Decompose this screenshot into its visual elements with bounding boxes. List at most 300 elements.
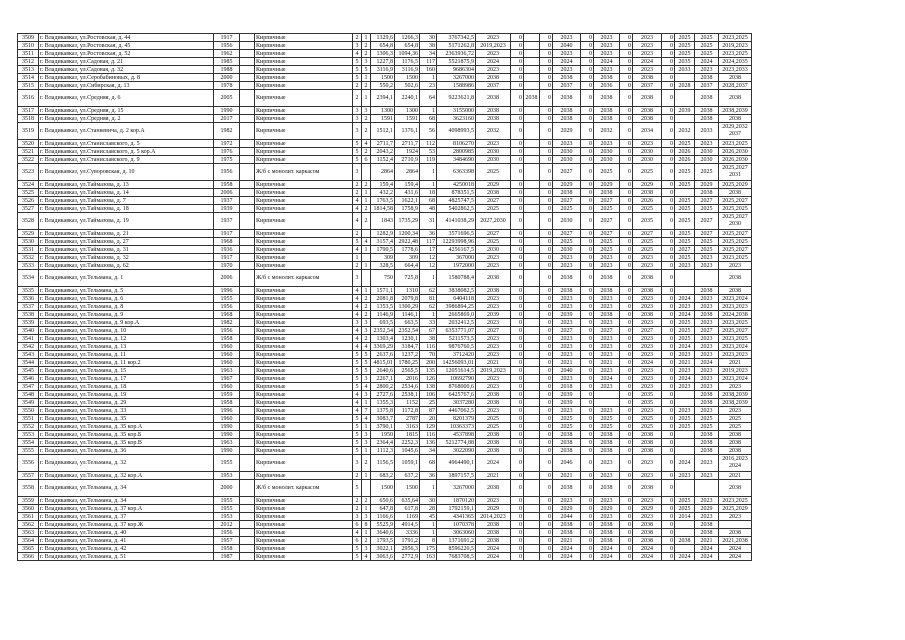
cost-cell: 4537898: [437, 431, 476, 439]
total-area-cell: 2727,6: [371, 391, 395, 399]
living-area-cell: 1376,1: [395, 123, 420, 140]
row-number: 3515: [18, 82, 39, 90]
total-area-cell: 2394,1: [371, 90, 395, 107]
address-cell: г. Владикавказ, ул.Сибирская, д. 13: [39, 82, 214, 90]
zero-cell: 0: [662, 537, 675, 545]
build-year-cell: 1963: [214, 439, 240, 447]
year-cell: 2038: [675, 537, 695, 545]
year-cell: 2025: [553, 205, 581, 213]
row-number: 3535: [18, 287, 39, 295]
table-row: [18, 553, 752, 561]
living-area-cell: 1146,1: [395, 311, 420, 319]
year-cell: 2023: [695, 140, 719, 148]
year-cell: 2027: [633, 327, 662, 335]
living-area-cell: 2352,54: [395, 327, 420, 335]
year-cell: 2023: [675, 472, 695, 480]
year-cell: 2035: [633, 399, 662, 407]
build-year-cell: 1963: [214, 367, 240, 375]
address-cell: г. Владикавказ, ул.Таймазова, д. 62: [39, 262, 214, 270]
blank-cell: [240, 480, 255, 497]
row-number: 3541: [18, 335, 39, 343]
address-cell: г. Владикавказ, ул.Тельмана, д. 32 кор.А: [39, 472, 214, 480]
build-year-cell: 1917: [214, 254, 240, 262]
zero-cell: 0: [662, 82, 675, 90]
year-cell: 2023: [476, 375, 511, 383]
living-area-cell: 1176,5: [395, 58, 420, 66]
floors-cell: 5: [353, 140, 362, 148]
zero-cell: 0: [662, 375, 675, 383]
zero-cell: 0: [662, 351, 675, 359]
years-summary-cell: 2038: [719, 270, 752, 287]
blank-cell: [240, 303, 255, 311]
year-cell: 2025: [695, 246, 719, 254]
year-cell: 2038: [476, 90, 511, 107]
build-year-cell: 1960: [214, 415, 240, 423]
year-cell: 2038: [553, 74, 581, 82]
total-area-cell: 2711,7: [371, 140, 395, 148]
total-area-cell: 3116,9: [371, 66, 395, 74]
year-cell: [524, 189, 540, 197]
residents-cell: 20: [420, 415, 437, 423]
entrances-cell: 1: [362, 74, 371, 82]
address-cell: г. Владикавказ, ул.Тельмана, д. 40: [39, 529, 214, 537]
blank-cell: [240, 123, 255, 140]
year-cell: 2027: [553, 197, 581, 205]
wall-material-cell: Ж/б с монолит. каркасом: [255, 270, 353, 287]
residents-cell: 135: [420, 367, 437, 375]
blank-cell: [240, 287, 255, 295]
floors-cell: 2: [353, 505, 362, 513]
total-area-cell: 2267,1: [371, 375, 395, 383]
zero-cell: 0: [511, 148, 524, 156]
year-cell: 2030: [695, 148, 719, 156]
wall-material-cell: Кирпичные: [255, 181, 353, 189]
residents-cell: 30: [420, 497, 437, 505]
entrances-cell: 3: [362, 58, 371, 66]
cost-cell: 2363936,72: [437, 50, 476, 58]
year-cell: 2023: [553, 351, 581, 359]
zero-cell: 0: [662, 439, 675, 447]
total-area-cell: 1112,3: [371, 447, 395, 455]
zero-cell: 0: [620, 213, 633, 230]
year-cell: 2024: [476, 545, 511, 553]
row-number: 3539: [18, 319, 39, 327]
living-area-cell: 1169: [395, 513, 420, 521]
zero-cell: 0: [662, 431, 675, 439]
cost-cell: 878351,5: [437, 189, 476, 197]
zero-cell: 0: [581, 74, 594, 82]
year-cell: 2023: [553, 343, 581, 351]
zero-cell: 0: [540, 529, 553, 537]
total-area-cell: 1763,5: [371, 197, 395, 205]
row-number: 3562: [18, 521, 39, 529]
address-cell: г. Владикавказ, ул.Таймазова, д. 31: [39, 246, 214, 254]
year-cell: 2037: [476, 82, 511, 90]
year-cell: 2023: [594, 497, 620, 505]
zero-cell: 0: [662, 58, 675, 66]
wall-material-cell: Кирпичные: [255, 447, 353, 455]
zero-cell: 0: [620, 238, 633, 246]
zero-cell: 0: [620, 415, 633, 423]
entrances-cell: 3: [362, 513, 371, 521]
year-cell: 2038: [594, 529, 620, 537]
address-cell: г. Владикавказ, ул.Тельмана, д. 33: [39, 407, 214, 415]
zero-cell: 0: [581, 115, 594, 123]
years-summary-cell: 2023,2025: [719, 34, 752, 42]
floors-cell: 4: [353, 213, 362, 230]
year-cell: 2038: [476, 521, 511, 529]
zero-cell: 0: [511, 521, 524, 529]
year-cell: 2025: [675, 415, 695, 423]
year-cell: 2038: [476, 115, 511, 123]
zero-cell: 0: [540, 197, 553, 205]
zero-cell: 0: [581, 335, 594, 343]
entrances-cell: 3: [362, 431, 371, 439]
year-cell: [524, 319, 540, 327]
build-year-cell: 1953: [214, 513, 240, 521]
cost-cell: 5521875,9: [437, 58, 476, 66]
year-cell: 2023: [553, 295, 581, 303]
living-area-cell: 1791,2: [395, 537, 420, 545]
year-cell: 2024: [675, 343, 695, 351]
zero-cell: 0: [581, 50, 594, 58]
year-cell: 2033: [695, 123, 719, 140]
zero-cell: 0: [581, 148, 594, 156]
zero-cell: 0: [662, 34, 675, 42]
year-cell: 2023: [633, 295, 662, 303]
living-area-cell: 1045,6: [395, 447, 420, 455]
year-cell: 2025: [675, 140, 695, 148]
year-cell: 2023: [594, 343, 620, 351]
living-area-cell: 2079,8: [395, 295, 420, 303]
zero-cell: 0: [662, 335, 675, 343]
year-cell: [524, 123, 540, 140]
zero-cell: 0: [662, 399, 675, 407]
residents-cell: 68: [420, 197, 437, 205]
blank-cell: [240, 189, 255, 197]
zero-cell: 0: [511, 391, 524, 399]
year-cell: [524, 529, 540, 537]
row-number: 3544: [18, 359, 39, 367]
zero-cell: 0: [662, 407, 675, 415]
year-cell: [675, 270, 695, 287]
zero-cell: 0: [511, 34, 524, 42]
year-cell: 2025: [476, 238, 511, 246]
entrances-cell: 2: [362, 213, 371, 230]
cost-cell: 3623160: [437, 115, 476, 123]
wall-material-cell: Кирпичные: [255, 148, 353, 156]
address-cell: г. Владикавказ, ул.Таймазова, д. 7: [39, 197, 214, 205]
wall-material-cell: Кирпичные: [255, 295, 353, 303]
table-row: [18, 189, 752, 197]
years-summary-cell: 2025: [719, 415, 752, 423]
year-cell: 2027: [594, 230, 620, 238]
zero-cell: 0: [620, 82, 633, 90]
year-cell: 2025: [675, 254, 695, 262]
cost-cell: 6404118: [437, 295, 476, 303]
year-cell: 2023: [553, 34, 581, 42]
row-number: 3552: [18, 423, 39, 431]
year-cell: 2025: [675, 423, 695, 431]
zero-cell: 0: [540, 359, 553, 367]
zero-cell: 0: [620, 107, 633, 115]
entrances-cell: 3: [362, 327, 371, 335]
row-number: 3551: [18, 415, 39, 423]
total-area-cell: 1500: [371, 74, 395, 82]
build-year-cell: 1990: [214, 107, 240, 115]
row-number: 3525: [18, 189, 39, 197]
entrances-cell: [362, 254, 371, 262]
year-cell: 2023: [633, 343, 662, 351]
year-cell: 2023: [675, 367, 695, 375]
wall-material-cell: Кирпичные: [255, 34, 353, 42]
year-cell: 2030: [553, 148, 581, 156]
year-cell: 2033: [675, 66, 695, 74]
year-cell: 2037: [553, 82, 581, 90]
years-summary-cell: 2024,2038: [719, 311, 752, 319]
total-area-cell: 3157,4: [371, 238, 395, 246]
year-cell: [524, 399, 540, 407]
address-cell: г. Владикавказ, ул.Тельмана, д. 35 кор.А: [39, 423, 214, 431]
blank-cell: [240, 529, 255, 537]
floors-cell: 4: [353, 327, 362, 335]
year-cell: [524, 359, 540, 367]
floors-cell: 4: [353, 50, 362, 58]
year-cell: [675, 74, 695, 82]
living-area-cell: 1237,2: [395, 351, 420, 359]
year-cell: 2036: [594, 82, 620, 90]
zero-cell: 0: [662, 415, 675, 423]
blank-cell: [240, 140, 255, 148]
floors-cell: 3: [353, 115, 362, 123]
table-row: [18, 295, 752, 303]
year-cell: 2029: [553, 123, 581, 140]
zero-cell: 0: [581, 197, 594, 205]
address-cell: г. Владикавказ, ул.Тельмана, д. 10: [39, 327, 214, 335]
year-cell: 2023: [633, 455, 662, 472]
year-cell: [524, 311, 540, 319]
year-cell: 2038: [476, 74, 511, 82]
wall-material-cell: Кирпичные: [255, 391, 353, 399]
floors-cell: 3: [353, 42, 362, 50]
year-cell: 2023: [633, 303, 662, 311]
row-number: 3537: [18, 303, 39, 311]
years-summary-cell: 2029,2032 2037: [719, 123, 752, 140]
row-number: 3547: [18, 383, 39, 391]
zero-cell: 0: [620, 148, 633, 156]
table-row: [18, 521, 752, 529]
residents-cell: 68: [420, 115, 437, 123]
entrances-cell: 1: [362, 197, 371, 205]
address-cell: г. Владикавказ, ул.Тельмана, д. 9 кор.А: [39, 319, 214, 327]
zero-cell: 0: [620, 287, 633, 295]
years-summary-cell: 2019,2023: [719, 367, 752, 375]
floors-cell: 5: [353, 58, 362, 66]
living-area-cell: 2565,5: [395, 367, 420, 375]
years-summary-cell: 2038: [719, 431, 752, 439]
years-summary-cell: 2025,2027 2030: [719, 213, 752, 230]
year-cell: [524, 287, 540, 295]
row-number: 3512: [18, 58, 39, 66]
zero-cell: 0: [511, 238, 524, 246]
year-cell: 2046: [553, 455, 581, 472]
zero-cell: 0: [581, 303, 594, 311]
entrances-cell: 4: [362, 553, 371, 561]
year-cell: 2030: [594, 148, 620, 156]
table-row: [18, 50, 752, 58]
wall-material-cell: Кирпичные: [255, 140, 353, 148]
year-cell: 2029: [553, 505, 581, 513]
year-cell: [524, 115, 540, 123]
zero-cell: 0: [511, 497, 524, 505]
zero-cell: 0: [540, 66, 553, 74]
zero-cell: 0: [620, 407, 633, 415]
entrances-cell: 2: [362, 42, 371, 50]
year-cell: 2023: [695, 343, 719, 351]
years-summary-cell: 2038,2039: [719, 391, 752, 399]
address-cell: г. Владикавказ, ул.Тельмана, д. 19: [39, 391, 214, 399]
zero-cell: 0: [511, 254, 524, 262]
year-cell: 2025: [675, 197, 695, 205]
cost-cell: 6353771,07: [437, 327, 476, 335]
zero-cell: 0: [662, 505, 675, 513]
year-cell: 2032: [675, 123, 695, 140]
years-summary-cell: 2026,2030: [719, 148, 752, 156]
zero-cell: 0: [540, 262, 553, 270]
zero-cell: 0: [581, 34, 594, 42]
year-cell: [524, 351, 540, 359]
year-cell: 2038: [633, 287, 662, 295]
total-area-cell: 1156,5: [371, 455, 395, 472]
living-area-cell: 1500: [395, 74, 420, 82]
zero-cell: 0: [662, 107, 675, 115]
year-cell: 2032: [594, 123, 620, 140]
year-cell: 2030: [553, 156, 581, 164]
year-cell: 2025: [553, 238, 581, 246]
blank-cell: [240, 319, 255, 327]
row-number: 3533: [18, 262, 39, 270]
zero-cell: 0: [581, 262, 594, 270]
row-number: 3542: [18, 343, 39, 351]
living-area-cell: 1591: [395, 115, 420, 123]
zero-cell: 0: [511, 505, 524, 513]
zero-cell: 0: [662, 480, 675, 497]
year-cell: 2030: [695, 156, 719, 164]
build-year-cell: 2017: [214, 115, 240, 123]
table-row: [18, 439, 752, 447]
total-area-cell: 1227,8: [371, 58, 395, 66]
year-cell: 2023: [633, 262, 662, 270]
total-area-cell: 1329,6: [371, 34, 395, 42]
entrances-cell: 2: [362, 123, 371, 140]
year-cell: 2038: [633, 189, 662, 197]
blank-cell: [240, 205, 255, 213]
year-cell: 2039: [675, 107, 695, 115]
year-cell: 2038: [695, 115, 719, 123]
zero-cell: 0: [511, 164, 524, 181]
year-cell: 2023: [594, 383, 620, 391]
total-area-cell: 1146,9: [371, 311, 395, 319]
living-area-cell: 1758,9: [395, 205, 420, 213]
blank-cell: [240, 375, 255, 383]
year-cell: [675, 115, 695, 123]
year-cell: 2021: [553, 359, 581, 367]
build-year-cell: 1960: [214, 343, 240, 351]
floors-cell: 3: [353, 107, 362, 115]
entrances-cell: [362, 270, 371, 287]
year-cell: 2023: [553, 319, 581, 327]
year-cell: 2038: [524, 90, 540, 107]
cost-cell: 1792159,1: [437, 505, 476, 513]
zero-cell: 0: [662, 423, 675, 431]
zero-cell: 0: [511, 42, 524, 50]
cost-cell: 2800985: [437, 148, 476, 156]
year-cell: 2038: [553, 480, 581, 497]
address-cell: г. Владикавказ, ул.Тельмана, д. 15: [39, 367, 214, 375]
year-cell: 2025: [675, 319, 695, 327]
entrances-cell: 2: [362, 148, 371, 156]
total-area-cell: 1282,9: [371, 230, 395, 238]
years-summary-cell: 2021: [719, 359, 752, 367]
year-cell: 2023: [553, 335, 581, 343]
total-area-cell: 1790,5: [371, 246, 395, 254]
zero-cell: 0: [581, 367, 594, 375]
year-cell: 2038: [476, 447, 511, 455]
zero-cell: 0: [511, 74, 524, 82]
years-summary-cell: 2038,2039: [719, 399, 752, 407]
table-row: [18, 197, 752, 205]
wall-material-cell: Ж/б с монолит. каркасом: [255, 480, 353, 497]
address-cell: г. Владикавказ, ул.Станкевича, д. 2 кор.А: [39, 123, 214, 140]
residents-cell: 18: [420, 189, 437, 197]
zero-cell: 0: [540, 123, 553, 140]
living-area-cell: 2016: [395, 375, 420, 383]
zero-cell: 0: [511, 375, 524, 383]
floors-cell: 3: [353, 455, 362, 472]
year-cell: 2038: [553, 90, 581, 107]
living-area-cell: 1778,6: [395, 246, 420, 254]
year-cell: 2025: [675, 335, 695, 343]
year-cell: 2024: [553, 58, 581, 66]
row-number: 3566: [18, 553, 39, 561]
table-row: [18, 156, 752, 164]
cost-cell: 4467062,5: [437, 407, 476, 415]
living-area-cell: 2787: [395, 415, 420, 423]
year-cell: 2023: [594, 295, 620, 303]
year-cell: [524, 205, 540, 213]
build-year-cell: 1988: [214, 66, 240, 74]
blank-cell: [240, 115, 255, 123]
address-cell: г. Владикавказ, ул.Суворовская, д. 10: [39, 164, 214, 181]
residents-cell: 1: [420, 311, 437, 319]
floors-cell: 4: [353, 246, 362, 254]
entrances-cell: 5: [362, 359, 371, 367]
cost-cell: 3063060: [437, 529, 476, 537]
year-cell: [524, 497, 540, 505]
floors-cell: 4: [353, 407, 362, 415]
build-year-cell: 2000: [214, 480, 240, 497]
build-year-cell: 1996: [214, 407, 240, 415]
year-cell: 2023: [553, 50, 581, 58]
zero-cell: 0: [620, 521, 633, 529]
zero-cell: 0: [540, 50, 553, 58]
build-year-cell: 1955: [214, 455, 240, 472]
zero-cell: 0: [581, 383, 594, 391]
cost-cell: 4825747,5: [437, 197, 476, 205]
year-cell: 2038: [695, 399, 719, 407]
table-row: [18, 42, 752, 50]
zero-cell: 0: [511, 82, 524, 90]
